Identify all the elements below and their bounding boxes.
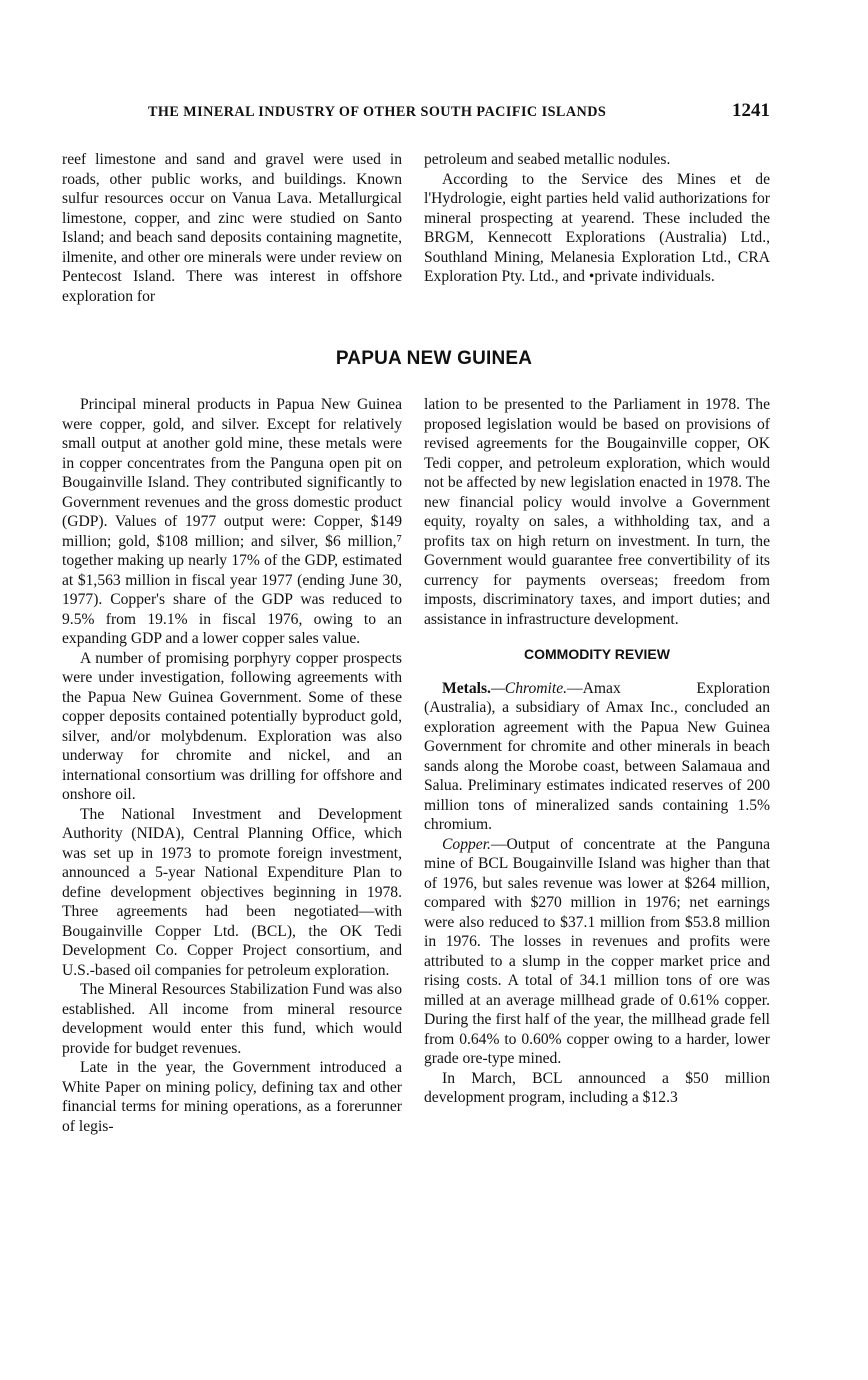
- page-header: [148, 100, 770, 126]
- subheading: COMMODITY REVIEW: [524, 646, 670, 662]
- right-column: [424, 395, 770, 1108]
- paragraph: lation to be presented to the Parliament in 1978. The proposed legislation would be based on provisions of revised agreements for the Bougainville copper, OK Tedi copper, and petroleum exploration, which would not be affected by new legislation enacted in 1978. The new financial policy would involve a Government equity, royalty on sales, a withholding tax, and a profits tax on high return on investment. In turn, the Government would guarantee free convertibility of its currency for payments overseas; freedom from imposts, discriminatory taxes, and import duties; and assistance in infrastructure development.: [424, 396, 770, 628]
- paragraph: A number of promising porphyry copper prospects were under investigation, following agreements with the Papua New Guinea Government. Some of these copper deposits contained potentially byproduct gold, silver, and/or molybdenum. Exploration was also underway for chromite and nickel, and an international consortium was drilling for offshore and onshore oil.: [62, 649, 402, 803]
- paragraph: Late in the year, the Government introduced a White Paper on mining policy, defining tax and other financial terms for mining operations, as a forerunner of legis-: [62, 1059, 402, 1135]
- paragraph: The National Investment and Development Authority (NIDA), Central Planning Office, which was set up in 1973 to promote foreign investment, announced a 5-year National Expenditure Plan to define development objectives beginning in 1978. Three agreements had been negotiated—with Bougainville Copper Ltd. (BCL), the OK Tedi Development Co. Copper Project consortium, and U.S.-based oil companies for petroleum exploration.: [62, 805, 402, 979]
- run-in-subheading: —Chromite.: [490, 679, 568, 697]
- running-title: THE MINERAL INDUSTRY OF OTHER SOUTH PACIFIC ISLANDS: [148, 104, 607, 120]
- paragraph: In March, BCL announced a $50 million development program, including a $12.3: [424, 1069, 770, 1106]
- paragraph: According to the Service des Mines et de l'Hydrologie, eight parties held valid authorizations for mineral prospecting at yearend. These included the BRGM, Kennecott Explorations (Australia) Ltd., Southland Mining, Melanesia Exploration Ltd., CRA Exploration Pty. Ltd., and •private individuals.: [424, 170, 770, 285]
- left-column: [62, 395, 402, 1136]
- paragraph-text: —Amax Exploration (Australia), a subsidiary of Amax Inc., concluded an exploration agreement with the Papua New Guinea Government for chromite and other minerals in beach sands along the Morobe coast, between Salamaua and Salua. Preliminary estimates indicated reserves of 200 million tons of mineralized sands containing 1.5% chromium.: [424, 679, 770, 833]
- paragraph: petroleum and seabed metallic nodules.: [424, 151, 671, 168]
- paragraph-text: —Output of concentrate at the Panguna mine of BCL Bougainville Island was higher than that of 1976, but sales revenue was lower at $264 million, compared with $270 million in 1976; net earnings were also reduced to $37.1 million from $53.8 million in 1976. The losses in revenues and profits were attributed to a slump in the copper market price and rising costs. A total of 34.1 million tons of ore was milled at an average millhead grade of 0.61% copper. During the first half of the year, the millhead grade fell from 0.64% to 0.60% copper owing to a harder, lower grade ore-type mined.: [424, 835, 770, 1067]
- paragraph: The Mineral Resources Stabilization Fund was also established. All income from mineral resource development would enter this fund, which would provide for budget revenues.: [62, 981, 402, 1057]
- paragraph-metals: [424, 679, 770, 835]
- paragraph-copper: [424, 835, 770, 1069]
- paragraph: Principal mineral products in Papua New Guinea were copper, gold, and silver. Except for relatively small output at another gold mine, these metals were in copper concentrates from the Panguna open pit on Bougainville Island. They contributed significantly to Government revenues and the gross domestic product (GDP). Values of 1977 output were: Copper, $149 million; gold, $108 million; and silver, $6 million,⁷ together making up nearly 17% of the GDP, estimated at $1,563 million in fiscal year 1977 (ending June 30, 1977). Copper's share of the GDP was reduced to 9.5% from 19.1% in fiscal 1976, owing to an expanding GDP and a lower copper sales value.: [62, 396, 402, 647]
- page-number: 1241: [732, 100, 770, 121]
- run-in-subheading: Copper.: [442, 835, 491, 853]
- section-title: PAPUA NEW GUINEA: [335, 348, 533, 369]
- run-in-heading: Metals.: [442, 679, 491, 697]
- top-left-column: [62, 150, 402, 306]
- top-right-column: [424, 150, 770, 287]
- paragraph: reef limestone and sand and gravel were used in roads, other public works, and buildings. Known sulfur resources occur on Vanua Lava. Metallurgical limestone, copper, and zinc were studied on Santo Island; and beach sand deposits containing magnetite, ilmenite, and other ore minerals were under review on Pentecost Island. There was interest in offshore exploration for: [62, 151, 402, 305]
